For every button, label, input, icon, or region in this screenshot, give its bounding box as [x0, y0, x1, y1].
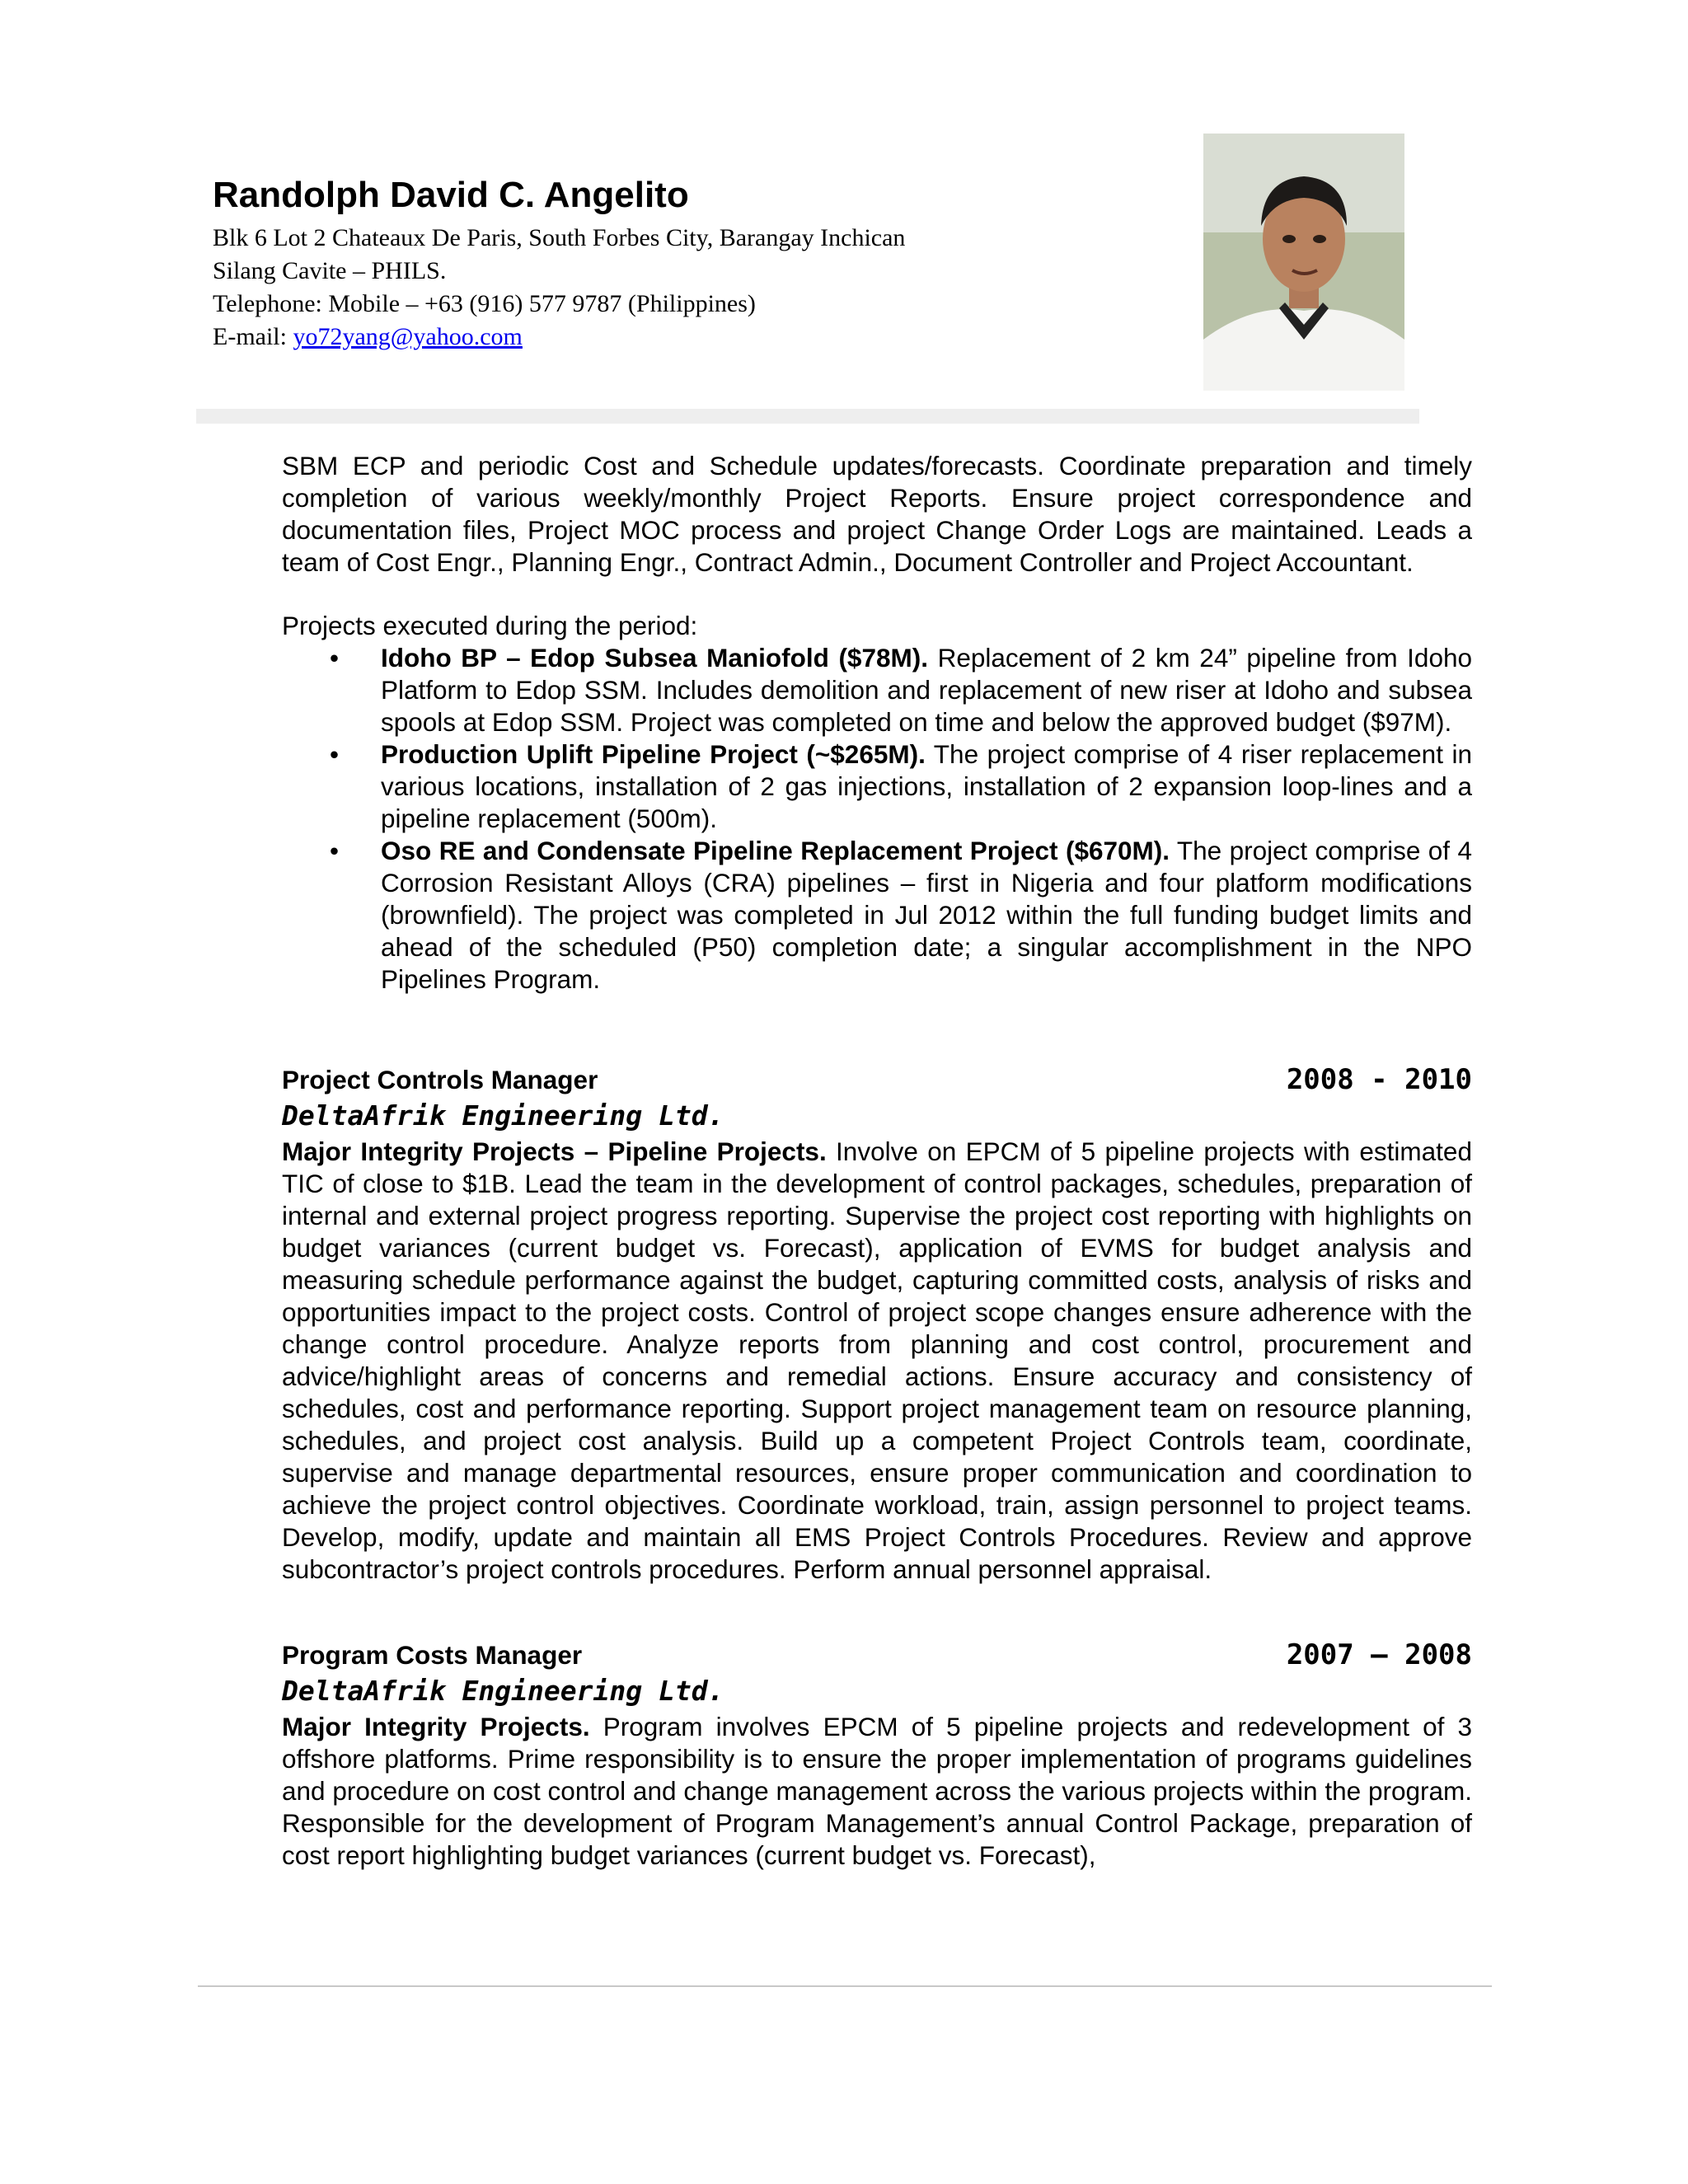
job-header [282, 1063, 1472, 1096]
bullet-icon: • [330, 643, 340, 673]
email-label: E-mail: [213, 322, 293, 350]
job-years: 2008 - 2010 [1286, 1063, 1472, 1096]
intro-paragraph: SBM ECP and periodic Cost and Schedule updates/forecasts. Coordinate preparation and timely completion of various weekly/monthly Project Reports. Ensure project correspondence and documentation files, Project MOC process and project Change Order Logs are maintained. Leads a team of Cost Engr., Planning Engr., Contract Admin., Document Controller and Project Accountant. [282, 451, 1472, 577]
projects-label: Projects executed during the period: [282, 611, 698, 640]
job-entry [282, 1638, 1472, 1872]
job-header [282, 1638, 1472, 1671]
project-description: Replacement of 2 km 24” pipeline from Idoho Platform to Edop SSM. Includes demolition and replacement of new riser at Idoho and subsea spools at Edop SSM. Project was completed on time and below the approved budget ($97M). [381, 643, 1472, 737]
project-description: The project comprise of 4 Corrosion Resistant Alloys (CRA) pipelines – first in Nigeria and four platform modifications (brownfield). The project was completed in Jul 2012 within the full funding budget limits and ahead of the scheduled (P50) completion date; a singular accomplishment in the NPO Pipelines Program. [381, 836, 1472, 994]
list-item [330, 835, 1472, 996]
job-lead: Major Integrity Projects – Pipeline Projects. [282, 1137, 827, 1166]
project-title: Production Uplift Pipeline Project (~$265M). [381, 739, 926, 769]
company-name: DeltaAfrik Engineering Ltd. [282, 1675, 724, 1707]
candidate-name: Randolph David C. Angelito [213, 175, 689, 215]
profile-photo [1203, 134, 1404, 391]
resume-body [282, 450, 1472, 1872]
resume-header [213, 175, 1160, 354]
job-entry [282, 1063, 1472, 1586]
job-title: Program Costs Manager [282, 1640, 583, 1670]
projects-list [282, 642, 1472, 996]
email-line [213, 321, 1160, 354]
list-item [330, 738, 1473, 835]
address-line-2: Silang Cavite – PHILS. [213, 256, 447, 284]
bullet-icon: • [330, 739, 340, 769]
page-bottom-rule [198, 1985, 1492, 1987]
project-title: Oso RE and Condensate Pipeline Replacement Project ($670M). [381, 836, 1170, 865]
telephone-line: Telephone: Mobile – +63 (916) 577 9787 (Philippines) [213, 289, 756, 317]
job-description [282, 1136, 1472, 1586]
job-years: 2007 – 2008 [1286, 1638, 1472, 1671]
job-description-text: Involve on EPCM of 5 pipeline projects with estimated TIC of close to $1B. Lead the team in the development of control packages, schedules, preparation of internal and external project progress reporting. Supervise the project cost reporting with highlights on budget variances (current budget vs. Forecast), application of EVMS for budget analysis and measuring schedule performance against the budget, capturing committed costs, analysis of risks and opportunities impact to the project costs. Control of project scope changes ensure adherence with the change control procedure. Analyze reports from planning and cost control, procurement and advice/highlight areas of concerns and remedial actions. Ensure accuracy and consistency of schedules, cost and performance reporting. Support project management team on resource planning, schedules, and project cost analysis. Build up a competent Project Controls team, coordinate, supervise and manage departmental resources, ensure proper communication and coordination to achieve the project control objectives. Coordinate workload, train, assign personnel to project teams. Develop, modify, update and maintain all EMS Project Controls Procedures. Review and approve subcontractor’s project controls procedures. Perform annual personnel appraisal. [282, 1137, 1472, 1584]
project-title: Idoho BP – Edop Subsea Maniofold ($78M). [381, 643, 928, 673]
company-name: DeltaAfrik Engineering Ltd. [282, 1099, 724, 1132]
address-line-1: Blk 6 Lot 2 Chateaux De Paris, South Forbes City, Barangay Inchican [213, 223, 906, 251]
job-description [282, 1711, 1472, 1872]
bullet-icon: • [330, 836, 340, 865]
job-description-text: Program involves EPCM of 5 pipeline projects and redevelopment of 3 offshore platforms. Prime responsibility is to ensure the proper implementation of programs guidelines and procedure on cost control and change management across the various projects within the program. Responsible for the development of Program Management’s annual Control Package, preparation of cost report highlighting budget variances (current budget vs. Forecast), [282, 1712, 1472, 1870]
project-description: The project comprise of 4 riser replacement in various locations, installation of 2 gas injections, installation of 2 expansion loop-lines and a pipeline replacement (500m). [381, 739, 1473, 833]
job-title: Project Controls Manager [282, 1065, 598, 1094]
list-item [330, 642, 1472, 738]
email-link[interactable]: yo72yang@yahoo.com [293, 322, 523, 350]
header-divider-bar [196, 409, 1419, 424]
profile-photo-illustration [1203, 134, 1404, 391]
job-lead: Major Integrity Projects. [282, 1712, 590, 1741]
